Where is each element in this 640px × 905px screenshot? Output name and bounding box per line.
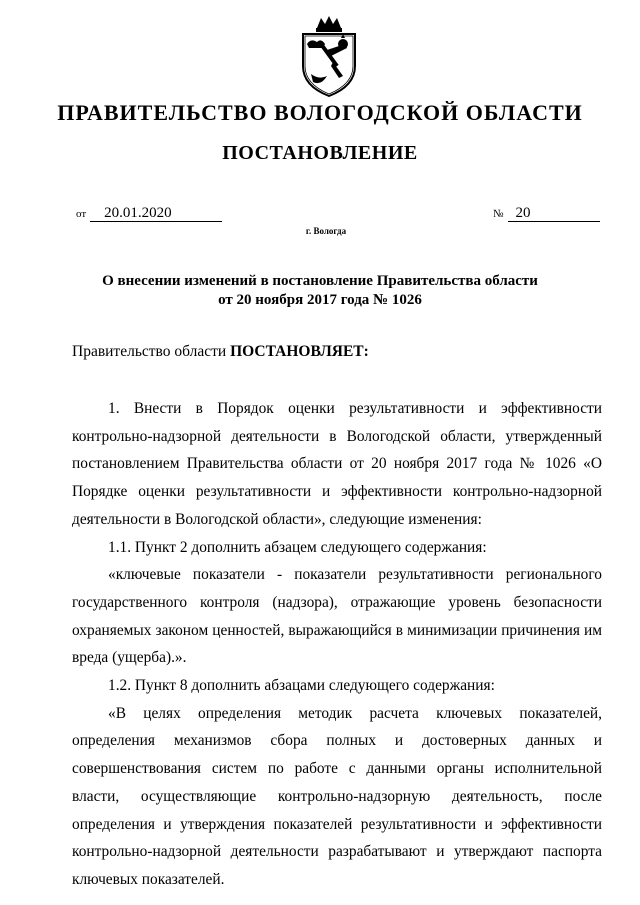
decree-keyword: ПОСТАНОВЛЯЕТ: <box>230 343 369 360</box>
document-date <box>76 205 222 222</box>
date-label: от <box>76 208 87 220</box>
decree-statement <box>72 343 369 361</box>
document-number <box>493 205 600 222</box>
organization-title: ПРАВИТЕЛЬСТВО ВОЛОГОДСКОЙ ОБЛАСТИ <box>57 100 583 125</box>
paragraph-3: «ключевые показатели - показатели результативности регионального государственного контроля (надзора), отражающие уровень безопасности охраняемых законом ценностей, выражающийся в минимизации причинения им вреда (ущерба).». <box>72 566 602 667</box>
vologda-coat-of-arms-icon <box>297 14 361 98</box>
paragraph-4: 1.2. Пункт 8 дополнить абзацами следующего содержания: <box>108 677 495 695</box>
document-subject <box>0 272 640 310</box>
number-label: № <box>493 208 504 220</box>
paragraph-5: «В целях определения методик расчета ключевых показателей, определения механизмов сбора полных и достоверных данных и совершенствования систем по работе с данными органы исполнительной власти, осуществляющие контрольно-надзорную деятельность, после определения и утверждения показателей результативности и эффективности контрольно-надзорной деятельности разрабатывают и утверждают паспорта ключевых показателей. <box>72 704 602 888</box>
number-value: 20 <box>508 206 600 222</box>
document-type-title: ПОСТАНОВЛЕНИЕ <box>222 142 418 164</box>
document-body <box>72 395 602 894</box>
decree-prefix: Правительство области <box>72 343 231 360</box>
subject-line-2: от 20 ноября 2017 года № 1026 <box>218 292 422 308</box>
paragraph-2: 1.1. Пункт 2 дополнить абзацем следующего содержания: <box>108 538 487 556</box>
date-value: 20.01.2020 <box>90 206 222 222</box>
city-name: г. Вологда <box>305 226 347 236</box>
subject-line-1: О внесении изменений в постановление Правительства области <box>102 273 538 289</box>
paragraph-1: 1. Внести в Порядок оценки результативности и эффективности контрольно-надзорной деятельности в Вологодской области, утвержденный постановлением Правительства области от 20 ноября 2017 года № 1026 «О Порядке оценки результативности и эффективности контрольно-надзорной деятельности в Вологодской области», следующие изменения: <box>72 400 602 528</box>
